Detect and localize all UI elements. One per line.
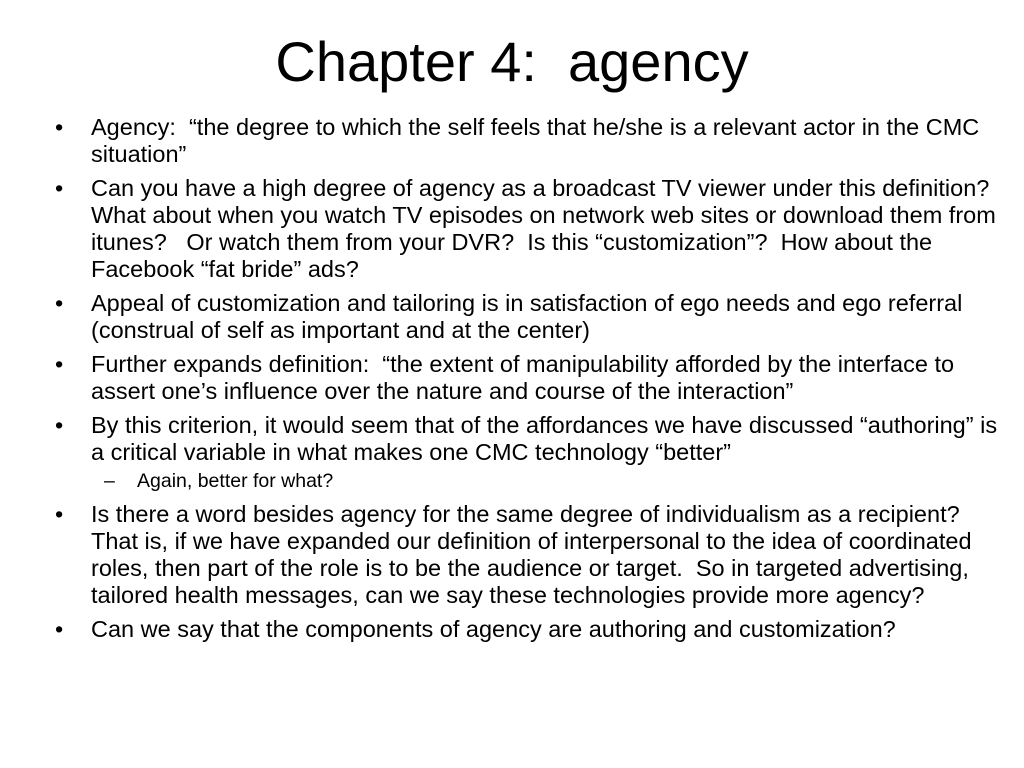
bullet-text: Can you have a high degree of agency as a broadcast TV viewer under this definition? What about when you watch TV episodes on network web sites or download them from itunes? Or watch them from your DVR? Is this “customization”? How about the Facebook “fat bride” ads? [91,175,1003,282]
bullet-item [0,114,1024,168]
sub-bullet-item [0,469,1024,493]
bullet-item [0,175,1024,283]
bullet-text: Is there a word besides agency for the same degree of individualism as a recipient? That is, if we have expanded our definition of interpersonal to the idea of coordinated roles, then part of the role is to be the audience or target. So in targeted advertising, tailored health messages, can we say these technologies provide more agency? [91,501,979,608]
bullet-item [0,412,1024,466]
bullet-icon: • [55,290,64,316]
bullet-item [0,616,1024,643]
bullet-text: By this criterion, it would seem that of the affordances we have discussed “authoring” is a critical variable in what makes one CMC technology “better” [91,412,1004,465]
bullet-list [0,114,1024,650]
slide-title: Chapter 4: agency [275,30,749,93]
bullet-text: Appeal of customization and tailoring is in satisfaction of ego needs and ego referral (construal of self as important and at the center) [91,290,969,343]
bullet-icon: • [55,616,64,642]
bullet-text: Agency: “the degree to which the self feels that he/she is a relevant actor in the CMC situation” [91,114,986,167]
bullet-text: Further expands definition: “the extent of manipulability afforded by the interface to assert one’s influence over the nature and course of the interaction” [91,351,961,404]
bullet-icon: • [55,175,64,201]
bullet-item [0,351,1024,405]
bullet-icon: • [55,351,64,377]
bullet-icon: • [55,501,64,527]
bullet-item [0,290,1024,344]
dash-icon: – [104,470,115,492]
bullet-icon: • [55,412,64,438]
bullet-icon: • [55,114,64,140]
bullet-item [0,501,1024,609]
sub-bullet-text: Again, better for what? [137,470,334,492]
bullet-text: Can we say that the components of agency are authoring and customization? [91,616,896,642]
